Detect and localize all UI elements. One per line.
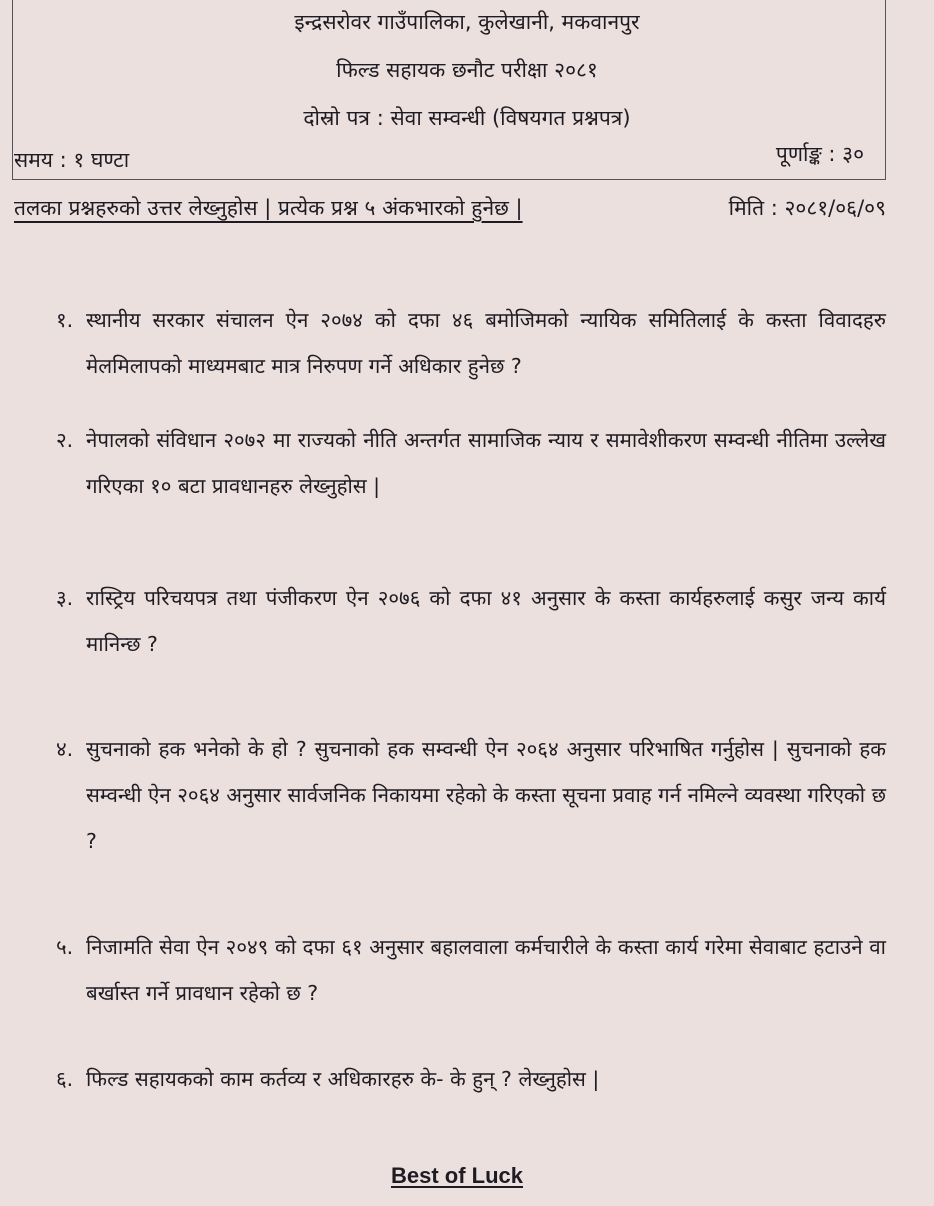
full-marks: पूर्णाङ्क : ३० <box>775 142 864 166</box>
question-number: ४. <box>56 737 74 761</box>
exam-date: मिति : २०८१/०६/०९ <box>728 196 886 220</box>
question-number: ३. <box>56 586 74 610</box>
municipality-name: इन्द्रसरोवर गाउँपालिका, कुलेखानी, मकवानपुर <box>294 10 640 34</box>
footer-best-of-luck: Best of Luck <box>390 1163 524 1188</box>
question-6 <box>56 1056 886 1102</box>
question-5 <box>56 924 886 1016</box>
question-number: २. <box>56 428 74 452</box>
paper-title: दोस्रो पत्र : सेवा सम्वन्धी (विषयगत प्रश्नपत्र) <box>303 106 631 130</box>
exam-title: फिल्ड सहायक छनौट परीक्षा २०८१ <box>336 58 598 82</box>
question-text: निजामति सेवा ऐन २०४९ को दफा ६१ अनुसार बहालवाला कर्मचारीले के कस्ता कार्य गरेमा सेवाबाट हटाउने वा बर्खास्त गर्ने प्रावधान रहेको छ ? <box>86 935 886 1005</box>
question-2 <box>56 417 886 509</box>
question-1 <box>56 297 886 389</box>
question-text: स्थानीय सरकार संचालन ऐन २०७४ को दफा ४६ बमोजिमको न्यायिक समितिलाई के कस्ता विवादहरु मेलमिलापको माध्यमबाट मात्र निरुपण गर्ने अधिकार हुनेछ ? <box>86 308 886 378</box>
question-4 <box>56 726 886 864</box>
question-number: ६. <box>56 1067 74 1091</box>
question-text: नेपालको संविधान २०७२ मा राज्यको नीति अन्तर्गत सामाजिक न्याय र समावेशीकरण सम्वन्धी नीतिमा उल्लेख गरिएका १० बटा प्रावधानहरु लेख्नुहोस | <box>86 428 886 498</box>
exam-time: समय : १ घण्टा <box>14 148 130 172</box>
instructions-text: तलका प्रश्नहरुको उत्तर लेख्नुहोस | प्रत्येक प्रश्न ५ अंकभारको हुनेछ | <box>14 196 523 220</box>
question-number: ५. <box>56 935 74 959</box>
question-text: सुचनाको हक भनेको के हो ? सुचनाको हक सम्वन्धी ऐन २०६४ अनुसार परिभाषित गर्नुहोस | सुचनाको हक सम्वन्धी ऐन २०६४ अनुसार सार्वजनिक निकायमा रहेको के कस्ता सूचना प्रवाह गर्न नमिल्ने व्यवस्था गरिएको छ ? <box>86 737 886 853</box>
question-text: फिल्ड सहायकको काम कर्तव्य र अधिकारहरु के- के हुन् ? लेख्नुहोस | <box>86 1067 600 1091</box>
instructions-line <box>14 194 886 222</box>
question-number: १. <box>56 308 74 332</box>
question-text: रास्ट्रिय परिचयपत्र तथा पंजीकरण ऐन २०७६ को दफा ४१ अनुसार के कस्ता कार्यहरुलाई कसुर जन्य कार्य मानिन्छ ? <box>86 586 886 656</box>
question-3 <box>56 575 886 667</box>
